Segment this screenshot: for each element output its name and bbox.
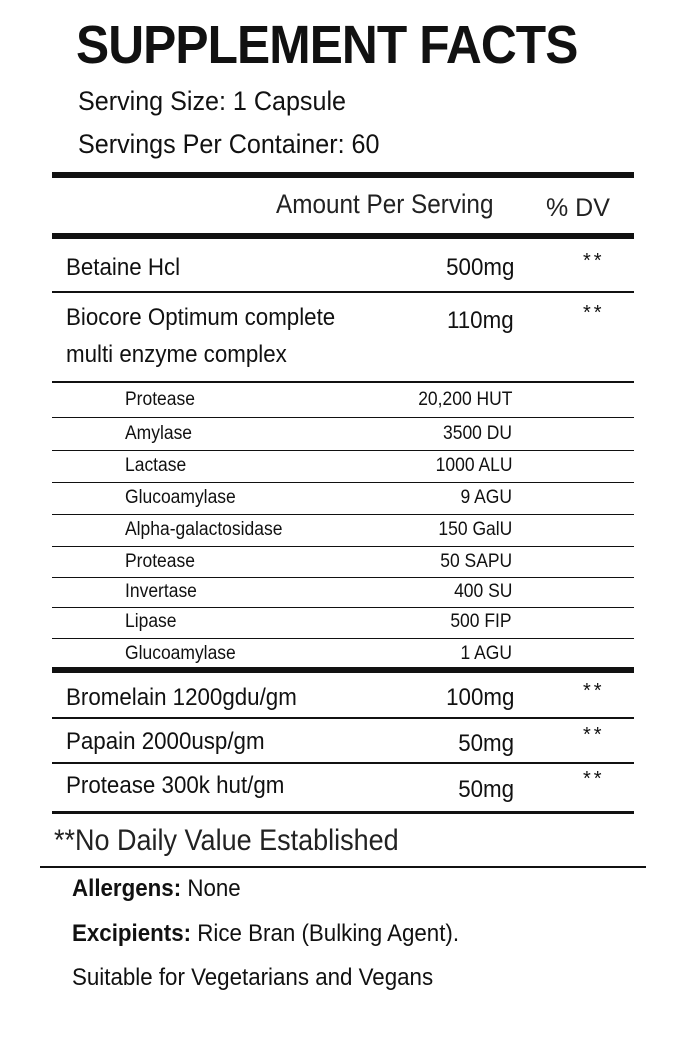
ingredient-name: Betaine Hcl xyxy=(66,254,181,281)
ingredient-amount: 100mg xyxy=(445,684,514,711)
ingredient-dv: ** xyxy=(583,680,605,702)
enzyme-amount: 150 GalU xyxy=(438,519,512,540)
allergens-line xyxy=(72,873,241,905)
row-divider xyxy=(52,450,634,451)
enzyme-amount: 50 SAPU xyxy=(440,551,512,572)
panel-title: SUPPLEMENT FACTS xyxy=(76,15,578,75)
ingredient-dv: ** xyxy=(583,250,605,272)
enzyme-amount: 20,200 HUT xyxy=(417,389,512,410)
ingredient-amount: 500mg xyxy=(445,254,514,281)
row-divider xyxy=(52,638,634,639)
servings-per-container: Servings Per Container: 60 xyxy=(78,129,380,159)
allergens-label: Allergens: xyxy=(72,875,182,902)
enzyme-amount: 9 AGU xyxy=(460,487,512,508)
thick-rule-top xyxy=(52,172,634,178)
enzyme-amount: 400 SU xyxy=(453,581,512,602)
row-divider xyxy=(52,811,634,814)
row-divider xyxy=(52,381,634,383)
enzyme-name: Lipase xyxy=(125,611,177,632)
enzyme-amount: 1000 ALU xyxy=(435,455,512,476)
ingredient-amount: 50mg xyxy=(458,776,514,803)
thick-rule-lower xyxy=(52,667,634,673)
thick-rule-header xyxy=(52,233,634,239)
row-divider xyxy=(52,291,634,293)
suitability-line: Suitable for Vegetarians and Vegans xyxy=(72,964,434,991)
ingredient-name: Bromelain 1200gdu/gm xyxy=(66,684,297,711)
dv-header: % DV xyxy=(546,194,610,222)
row-divider xyxy=(52,717,634,719)
excipients-value: Rice Bran (Bulking Agent). xyxy=(191,920,460,947)
enzyme-amount: 500 FIP xyxy=(450,611,512,632)
ingredient-amount: 110mg xyxy=(447,307,514,334)
ingredient-name: Protease 300k hut/gm xyxy=(66,772,285,799)
row-divider xyxy=(52,514,634,515)
row-divider xyxy=(52,546,634,547)
enzyme-name: Protease xyxy=(125,551,195,572)
enzyme-name: Protease xyxy=(125,389,195,410)
allergens-value: None xyxy=(181,875,241,902)
enzyme-name: Glucoamylase xyxy=(125,643,236,664)
dv-footnote: **No Daily Value Established xyxy=(54,824,399,857)
enzyme-name: Lactase xyxy=(125,455,187,476)
enzyme-name: Invertase xyxy=(125,581,197,602)
amount-per-serving-header: Amount Per Serving xyxy=(276,189,494,219)
enzyme-name: Alpha-galactosidase xyxy=(125,519,283,540)
ingredient-amount: 50mg xyxy=(458,730,514,757)
excipients-line xyxy=(72,918,459,950)
row-divider xyxy=(52,482,634,483)
ingredient-dv: ** xyxy=(583,724,605,746)
enzyme-amount: 3500 DU xyxy=(443,423,512,444)
row-divider xyxy=(52,417,634,418)
excipients-label: Excipients: xyxy=(72,920,192,947)
ingredient-dv: ** xyxy=(583,302,605,324)
ingredient-dv: ** xyxy=(583,768,605,790)
enzyme-name: Glucoamylase xyxy=(125,487,236,508)
ingredient-name-cont: multi enzyme complex xyxy=(66,341,287,368)
serving-size: Serving Size: 1 Capsule xyxy=(78,86,346,116)
row-divider xyxy=(52,762,634,764)
enzyme-name: Amylase xyxy=(125,423,193,444)
enzyme-amount: 1 AGU xyxy=(460,643,512,664)
ingredient-name: Papain 2000usp/gm xyxy=(66,728,265,755)
footer-rule xyxy=(40,866,646,868)
ingredient-name: Biocore Optimum complete xyxy=(66,304,336,331)
